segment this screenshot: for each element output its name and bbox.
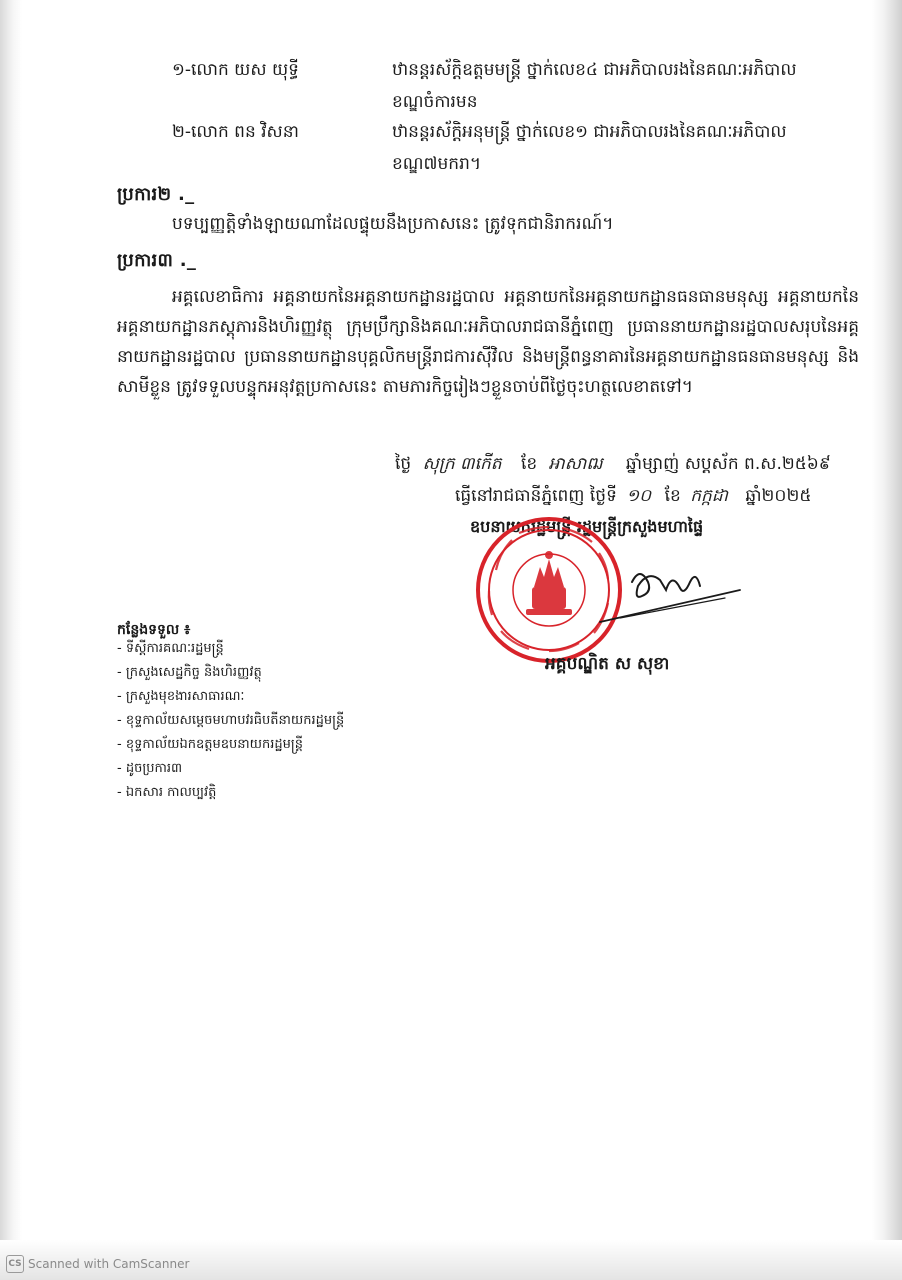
- lunar-date-handwritten: សុក្រ ៣កើត: [422, 454, 502, 474]
- appointee-1-title-line2: ខណ្ឌចំការមន: [392, 92, 478, 112]
- lunar-year: ឆ្នាំម្សាញ់ សប្តស័ក ព.ស.២៥៦៩: [625, 454, 831, 474]
- month-prefix: ខែ: [664, 486, 681, 506]
- scanner-text: Scanned with CamScanner: [28, 1257, 190, 1271]
- day-handwritten: ១០: [626, 486, 652, 506]
- article-2-heading: ប្រការ២ ._: [117, 184, 195, 205]
- place-date-line: [455, 484, 811, 508]
- signer-name: អគ្គបណ្ឌិត ស សុខា: [545, 654, 670, 674]
- appointee-1-title-line1: ឋានន្តរស័ក្តិឧត្តមមន្ត្រី ថ្នាក់លេខ៤ ជាអភិបាលរងនៃគណៈអភិបាល: [392, 60, 797, 80]
- cc-item: - ទីស្តីការគណៈរដ្ឋមន្ត្រី: [117, 641, 224, 656]
- cc-title: កន្លែងទទួល ៖: [117, 622, 191, 638]
- handwritten-signature: [590, 560, 750, 630]
- article-3-body: អគ្គលេខាធិការ អគ្គនាយកនៃអគ្គនាយកដ្ឋានរដ្ឋបាល អគ្គនាយកនៃអគ្គនាយកដ្ឋានធនធានមនុស្ស អគ្គនាយកនៃអគ្គនាយកដ្ឋានភស្តុភារនិងហិរញ្ញវត្ថុ ក្រុមប្រឹក្សានិងគណៈអភិបាលរាជធានីភ្នំពេញ ប្រធាននាយកដ្ឋានរដ្ឋបាលសរុបនៃអគ្គនាយកដ្ឋានរដ្ឋបាល ប្រធាននាយកដ្ឋានបុគ្គលិកមន្ត្រីរាជការស៊ីវិល និងមន្ត្រីពន្ធនាគារនៃអគ្គនាយកដ្ឋានធនធានមនុស្ស និងសាមីខ្លួន ត្រូវទទួលបន្ទុកអនុវត្តប្រកាសនេះ តាមភារកិច្ចរៀងៗខ្លួនចាប់ពីថ្ងៃចុះហត្ថលេខាតទៅ។: [117, 287, 859, 397]
- year: ឆ្នាំ២០២៥: [745, 486, 812, 506]
- month-handwritten: កក្កដា: [690, 486, 728, 506]
- page-edge-right: [872, 0, 902, 1280]
- lunar-date-prefix: ថ្ងៃ: [395, 454, 412, 474]
- article-3-heading: ប្រការ៣ ._: [117, 250, 197, 271]
- cc-item: - ខុទ្ទកាល័យឯកឧត្តមឧបនាយករដ្ឋមន្ត្រី: [117, 737, 303, 752]
- appointee-2-title-line1: ឋានន្តរស័ក្តិអនុមន្ត្រី ថ្នាក់លេខ១ ជាអភិបាលរងនៃគណៈអភិបាល: [392, 122, 787, 142]
- camscanner-logo-icon: CS: [6, 1255, 24, 1273]
- cc-item: - ដូចប្រការ៣: [117, 761, 183, 776]
- signer-title: ឧបនាយករដ្ឋមន្ត្រី រដ្ឋមន្ត្រីក្រសួងមហាផ្ទៃ: [470, 517, 704, 536]
- lunar-month-handwritten: អាសាឍ: [548, 454, 603, 474]
- lunar-month-prefix: ខែ: [520, 454, 538, 474]
- cc-item: - ក្រសួងមុខងារសាធារណៈ: [117, 689, 245, 704]
- appointee-2-title-line2: ខណ្ឌ៧មករា។: [392, 154, 482, 174]
- scanner-watermark: [6, 1255, 189, 1273]
- lunar-date-line: [395, 452, 831, 476]
- place-date-prefix: ធ្វើនៅរាជធានីភ្នំពេញ ថ្ងៃទី: [455, 486, 617, 506]
- cc-item: - ក្រសួងសេដ្ឋកិច្ច និងហិរញ្ញវត្ថុ: [117, 665, 262, 680]
- article-2-body: បទប្បញ្ញត្តិទាំងឡាយណាដែលផ្ទុយនឹងប្រកាសនេះ ត្រូវទុកជានិរាករណ៍។: [172, 214, 614, 234]
- cc-item: - ខុទ្ទកាល័យសម្តេចមហាបវរធិបតីនាយករដ្ឋមន្ត្រី: [117, 713, 345, 728]
- appointee-2-name: ២-លោក ពន វិសនា: [172, 122, 299, 142]
- page-edge-left: [0, 0, 22, 1280]
- cc-item: - ឯកសារ កាលប្បវត្តិ: [117, 785, 217, 800]
- appointee-1-name: ១-លោក យស យុទ្ធី: [172, 60, 299, 80]
